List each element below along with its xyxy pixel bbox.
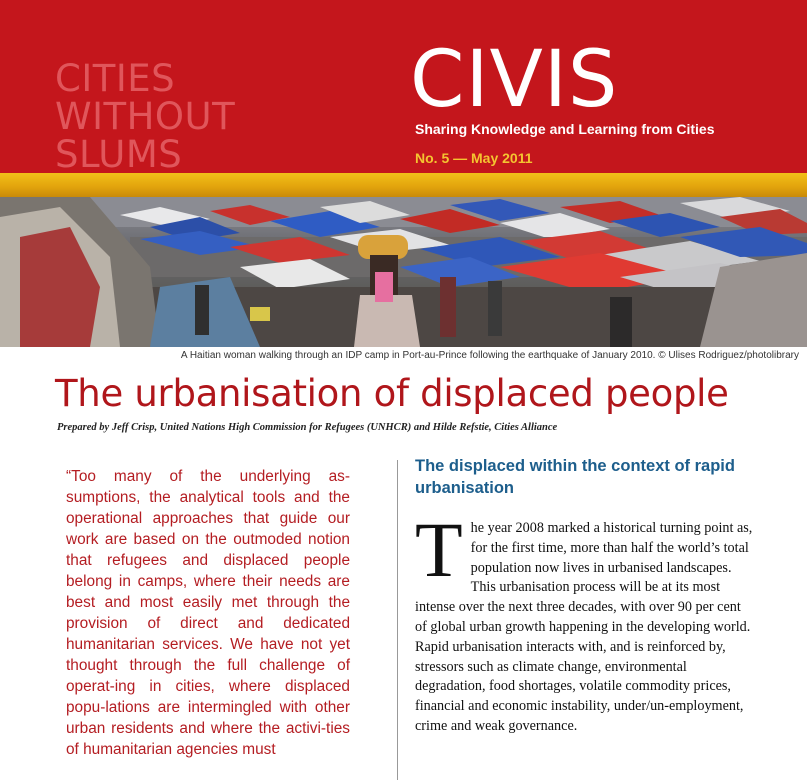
article-body-text: he year 2008 marked a historical turning point as, for the first time, more than half the world’s total population now lives in urbanised landscapes. This urbanisation process will be at its most intense over the next three decades, with over 90 per cent of global urban growth happening in the developing world. Rapid urbanisation interacts with, and is reinforced by, stressors such as climate change, environmental degradation, food shortages, volatile commodity prices, financial and economic instability, under/un-employment, crime and weak governance. bbox=[415, 520, 753, 734]
column-divider bbox=[397, 460, 398, 780]
series-title-line: SLUMS bbox=[55, 133, 183, 173]
drop-cap: T bbox=[415, 506, 463, 593]
cover-photo bbox=[0, 197, 807, 347]
pull-quote: “Too many of the underlying as-sumptions, the analytical tools and the operational approaches that guide our work are based on the outmoded notion that refugees and displaced people belong in camps, where their needs are best and most easily met through the provision of direct and dedicated humanitarian services. We have not yet thought through the full challenge of operat-ing in cities, where displaced popu-lations are intermingled with other urban residents and where the activi-ties of humanitarian agencies must bbox=[66, 468, 350, 758]
masthead bbox=[0, 0, 807, 173]
gold-divider bbox=[0, 173, 807, 197]
camp-photo-illustration bbox=[0, 197, 807, 347]
series-title bbox=[55, 57, 236, 173]
photo-caption: A Haitian woman walking through an IDP camp in Port-au-Prince following the earthquake of January 2010. © Ulises Rodriguez/photolibrary bbox=[180, 350, 799, 361]
issue-date: No. 5 — May 2011 bbox=[415, 150, 533, 166]
brand-logo: CIVIS bbox=[410, 35, 619, 125]
series-title-line: CITIES bbox=[55, 57, 176, 100]
series-title-line: WITHOUT bbox=[55, 95, 236, 138]
article-byline: Prepared by Jeff Crisp, United Nations High Commission for Refugees (UNHCR) and Hilde Refstie, Cities Alliance bbox=[57, 422, 558, 433]
brand-tagline: Sharing Knowledge and Learning from Cities bbox=[415, 121, 715, 137]
article-body bbox=[415, 506, 755, 737]
section-heading: The displaced within the context of rapid urbanisation bbox=[415, 457, 735, 497]
article-headline: The urbanisation of displaced people bbox=[55, 372, 729, 415]
